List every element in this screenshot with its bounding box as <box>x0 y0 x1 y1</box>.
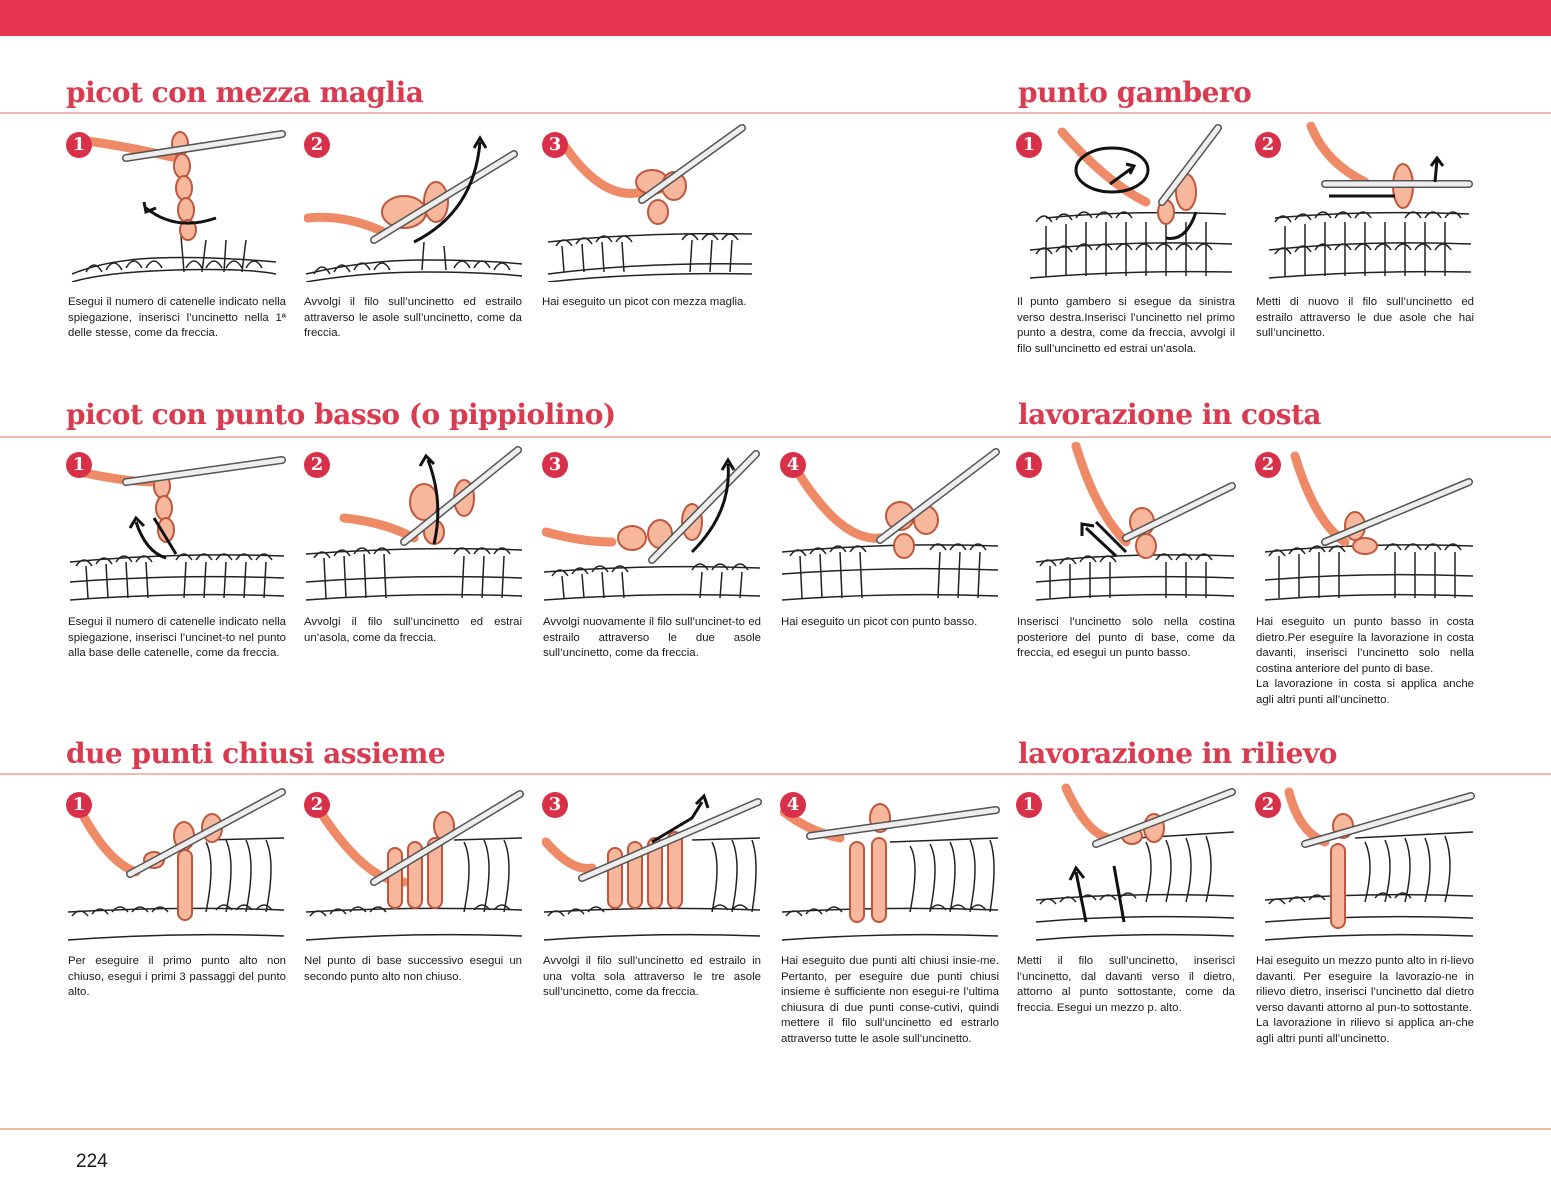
step-number-badge: 1 <box>66 792 92 818</box>
top-color-bar <box>0 0 1551 36</box>
section-title-picot-punto-basso: picot con punto basso (o pippiolino) <box>66 398 616 431</box>
step-number-badge: 1 <box>66 132 92 158</box>
step-number-badge: 1 <box>1016 792 1042 818</box>
illustration-step <box>1255 442 1475 602</box>
step-number-badge: 1 <box>1016 132 1042 158</box>
section-title-lavorazione-costa: lavorazione in costa <box>1018 398 1322 431</box>
step-caption: Esegui il numero di catenelle indicato nella spiegazione, inserisci l’uncinetto nella 1ª delle stesse, come da freccia. <box>68 296 286 340</box>
illustration-step <box>66 782 286 942</box>
crochet-illustration <box>542 782 762 942</box>
step-caption: Il punto gambero si esegue da sinistra verso destra.Inserisci l’uncinetto nel primo punto a destra, come da freccia, avvolgi il filo sull’uncinetto ed estrai un’asola. <box>1017 296 1235 355</box>
illustration-step <box>66 442 286 602</box>
rule-row-3 <box>0 773 1551 775</box>
step-caption: Hai eseguito un picot con punto basso. <box>781 616 978 628</box>
step-caption: Per eseguire il primo punto alto non chiuso, esegui i primi 3 passaggi del punto alto. <box>68 955 286 999</box>
step-number-badge: 2 <box>1255 132 1281 158</box>
step-caption: Metti di nuovo il filo sull’uncinetto ed estrailo attraverso le due asole che hai sull’uncinetto. <box>1256 296 1474 340</box>
step-number-badge: 2 <box>1255 452 1281 478</box>
illustration-step <box>1255 122 1475 282</box>
crochet-illustration <box>542 442 762 602</box>
illustration-step <box>1255 782 1475 942</box>
step-caption: Hai eseguito un punto basso in costa dietro.Per eseguire la lavorazione in costa davanti, inserisci l’uncinetto solo nella costina anteriore del punto di base. La lavorazione in costa si applica anche agli altri punti all’uncinetto. <box>1256 616 1474 706</box>
crochet-illustration <box>1255 782 1475 942</box>
step-number-badge: 3 <box>542 792 568 818</box>
step-caption: Avvolgi il filo sull’uncinetto ed estrailo in una volta sola attraverso le tre asole sull’uncinetto, come da freccia. <box>543 955 761 999</box>
illustration-step <box>1016 782 1236 942</box>
crochet-illustration <box>66 442 286 602</box>
illustration-step <box>304 442 524 602</box>
illustration-step <box>1016 122 1236 282</box>
illustration-step <box>304 122 524 282</box>
step-number-badge: 2 <box>1255 792 1281 818</box>
step-caption: Metti il filo sull’uncinetto, inserisci l’uncinetto, dal davanti verso il dietro, attorno al punto sottostante, come da freccia. Esegui un mezzo p. alto. <box>1017 955 1235 1014</box>
step-number-badge: 2 <box>304 792 330 818</box>
illustration-step <box>542 782 762 942</box>
step-caption: Hai eseguito un picot con mezza maglia. <box>542 296 747 308</box>
page-number: 224 <box>76 1151 108 1172</box>
crochet-illustration <box>304 442 524 602</box>
illustration-step <box>542 122 762 282</box>
step-number-badge: 1 <box>1016 452 1042 478</box>
crochet-illustration <box>1016 442 1236 602</box>
crochet-illustration <box>1255 122 1475 282</box>
crochet-illustration <box>780 782 1000 942</box>
step-number-badge: 1 <box>66 452 92 478</box>
section-title-due-punti-chiusi: due punti chiusi assieme <box>66 737 446 770</box>
step-caption: Avvolgi il filo sull’uncinetto ed estrai un’asola, come da freccia. <box>304 616 522 644</box>
illustration-step <box>780 442 1000 602</box>
crochet-illustration <box>1016 782 1236 942</box>
step-caption: Avvolgi il filo sull’uncinetto ed estrailo attraverso le asole sull’uncinetto, come da freccia. <box>304 296 522 340</box>
step-number-badge: 4 <box>780 792 806 818</box>
illustration-step <box>304 782 524 942</box>
crochet-illustration <box>542 122 762 282</box>
crochet-illustration <box>1016 122 1236 282</box>
step-number-badge: 3 <box>542 132 568 158</box>
crochet-illustration <box>66 782 286 942</box>
step-caption: Avvolgi nuovamente il filo sull’uncinet-to ed estrailo attraverso le due asole sull’uncinetto, come da freccia. <box>543 616 761 660</box>
illustration-step <box>1016 442 1236 602</box>
step-number-badge: 2 <box>304 452 330 478</box>
step-number-badge: 3 <box>542 452 568 478</box>
step-number-badge: 4 <box>780 452 806 478</box>
crochet-illustration <box>304 782 524 942</box>
step-caption: Nel punto di base successivo esegui un secondo punto alto non chiuso. <box>304 955 522 983</box>
step-number-badge: 2 <box>304 132 330 158</box>
crochet-illustration <box>1255 442 1475 602</box>
crochet-illustration <box>304 122 524 282</box>
step-caption: Inserisci l’uncinetto solo nella costina posteriore del punto di base, come da freccia, ed esegui un punto basso. <box>1017 616 1235 660</box>
crochet-illustration <box>780 442 1000 602</box>
section-title-lavorazione-rilievo: lavorazione in rilievo <box>1018 737 1337 770</box>
step-caption: Esegui il numero di catenelle indicato nella spiegazione, inserisci l’uncinet-to nel punto alla base delle catenelle, come da freccia. <box>68 616 286 660</box>
step-caption: Hai eseguito due punti alti chiusi insie-me. Pertanto, per eseguire due punti chiusi insieme è sufficiente non esegui-re l’ultima chiusura di due punti conse-cutivi, quindi mettere il filo sull’uncinetto ed estrarlo attraverso tutte le asole sull’uncinetto. <box>781 955 999 1045</box>
rule-row-2 <box>0 436 1551 438</box>
illustration-step <box>542 442 762 602</box>
section-title-picot-mezza-maglia: picot con mezza maglia <box>66 76 424 109</box>
step-caption: Hai eseguito un mezzo punto alto in ri-lievo davanti. Per eseguire la lavorazio-ne in rilievo dietro, inserisci l’uncinetto dal dietro verso davanti attorno al pun-to sottostante. La lavorazione in rilievo si applica an-che agli altri punti all’uncinetto. <box>1256 955 1474 1045</box>
section-title-punto-gambero: punto gambero <box>1018 76 1252 109</box>
illustration-step <box>66 122 286 282</box>
rule-bottom <box>0 1128 1551 1130</box>
rule-row-1 <box>0 112 1551 114</box>
illustration-step <box>780 782 1000 942</box>
crochet-illustration <box>66 122 286 282</box>
